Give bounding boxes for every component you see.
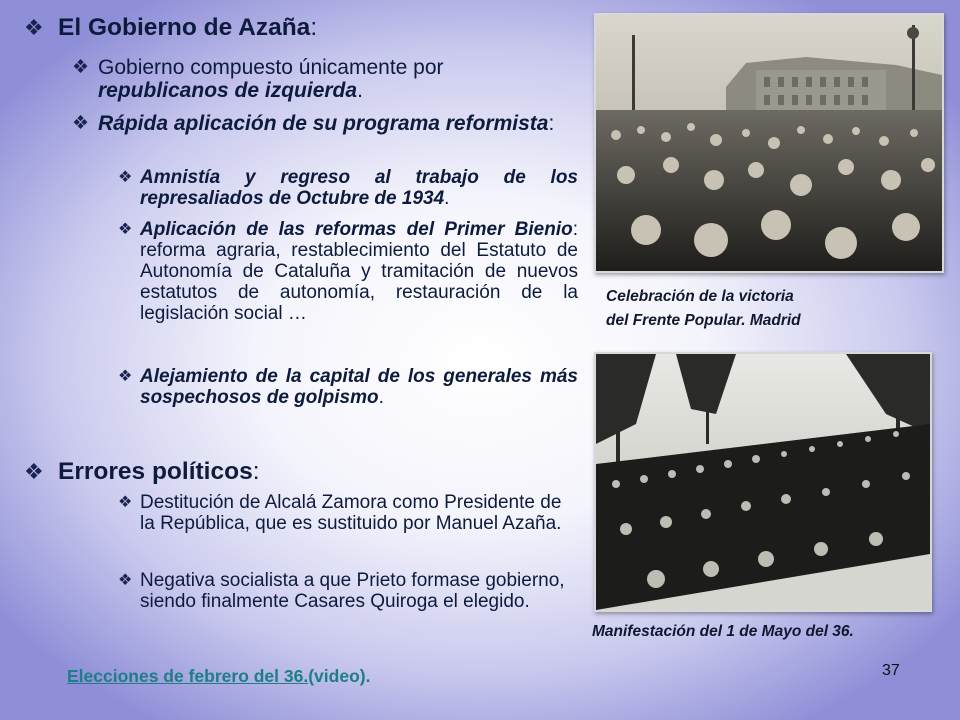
photo-2-caption: Manifestación del 1 de Mayo del 36. bbox=[592, 623, 854, 640]
bullet-icon: ❖ bbox=[24, 15, 44, 40]
bullet-icon: ❖ bbox=[118, 572, 133, 589]
sub-bullet-amnesty: ❖ Amnistía y regreso al trabajo de los represaliados de Octubre de 1934. bbox=[118, 167, 578, 209]
sub-bullet-prieto: ❖ Negativa socialista a que Prieto formase gobierno, siendo finalmente Casares Quiroga el elegido. bbox=[118, 570, 565, 612]
crowd-photo-graphic bbox=[596, 15, 942, 271]
bullet-government-composition: ❖ Gobierno compuesto únicamente por republicanos de izquierda. bbox=[72, 56, 444, 102]
page-number: 37 bbox=[882, 662, 900, 679]
section-2-heading: ❖ Errores políticos: bbox=[24, 458, 260, 485]
sub-bullet-generals: ❖ Alejamiento de la capital de los generales más sospechosos de golpismo. bbox=[118, 366, 578, 408]
photo-1-caption: Celebración de la victoria del Frente Popular. Madrid bbox=[606, 288, 801, 329]
section-1-title: El Gobierno de Azaña bbox=[58, 14, 311, 41]
bullet-icon: ❖ bbox=[118, 221, 133, 238]
sub-bullet-reforms: ❖ Aplicación de las reformas del Primer Bienio: reforma agraria, restablecimiento del Estatuto de Autonomía de Cataluña y tramitación de nuevos estatutos de autonomía, restauración de la legislación social … bbox=[118, 219, 578, 324]
bullet-icon: ❖ bbox=[118, 169, 133, 186]
bullet-reform-program: ❖ Rápida aplicación de su programa reformista: bbox=[72, 112, 555, 135]
bullet-icon: ❖ bbox=[118, 368, 133, 385]
march-photo-graphic bbox=[596, 354, 930, 610]
bullet-icon: ❖ bbox=[24, 459, 44, 484]
bullet-icon: ❖ bbox=[72, 113, 90, 134]
section-1-heading: ❖ El Gobierno de Azaña: bbox=[24, 14, 318, 41]
photo-frente-popular-celebration bbox=[594, 13, 944, 273]
photo-may-day-march bbox=[594, 352, 932, 612]
bullet-icon: ❖ bbox=[118, 494, 133, 511]
section-2-title: Errores políticos bbox=[58, 458, 253, 485]
elections-video-link[interactable]: Elecciones de febrero del 36.(video). bbox=[67, 666, 371, 686]
sub-bullet-alcala-zamora: ❖ Destitución de Alcalá Zamora como Presidente de la República, que es sustituido por Manuel Azaña. bbox=[118, 492, 562, 534]
bullet-icon: ❖ bbox=[72, 57, 90, 78]
video-link-text[interactable]: Elecciones de febrero del 36. bbox=[67, 666, 309, 686]
